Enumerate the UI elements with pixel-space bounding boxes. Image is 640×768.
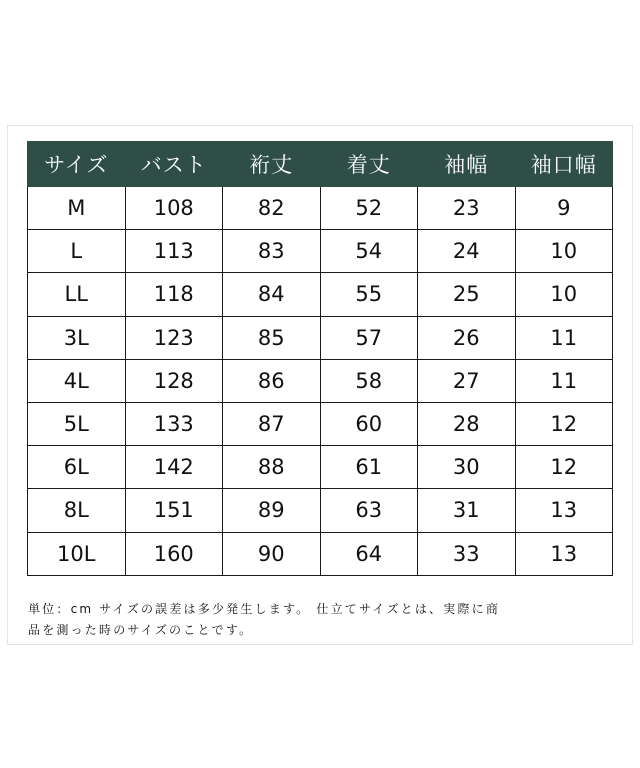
header-sleeve-length: 裄丈 <box>223 142 321 187</box>
table-body <box>28 187 613 576</box>
cell-sleeve-length: 89 <box>223 489 321 532</box>
cell-bust: 160 <box>125 532 223 575</box>
cell-body-length: 57 <box>320 316 418 359</box>
cell-sleeve-length: 85 <box>223 316 321 359</box>
cell-sleeve-width: 33 <box>418 532 516 575</box>
cell-body-length: 61 <box>320 446 418 489</box>
cell-size: 8L <box>28 489 126 532</box>
cell-sleeve-width: 23 <box>418 187 516 230</box>
cell-size: 5L <box>28 402 126 445</box>
table-row <box>28 273 613 316</box>
cell-bust: 118 <box>125 273 223 316</box>
cell-cuff-width: 10 <box>515 230 613 273</box>
cell-sleeve-length: 86 <box>223 359 321 402</box>
cell-sleeve-width: 26 <box>418 316 516 359</box>
cell-sleeve-width: 27 <box>418 359 516 402</box>
table-row <box>28 187 613 230</box>
cell-sleeve-length: 84 <box>223 273 321 316</box>
cell-cuff-width: 9 <box>515 187 613 230</box>
table-row <box>28 532 613 575</box>
table-row <box>28 316 613 359</box>
table-row <box>28 446 613 489</box>
cell-size: M <box>28 187 126 230</box>
cell-sleeve-length: 88 <box>223 446 321 489</box>
cell-bust: 133 <box>125 402 223 445</box>
cell-bust: 142 <box>125 446 223 489</box>
cell-cuff-width: 10 <box>515 273 613 316</box>
header-cuff-width: 袖口幅 <box>515 142 613 187</box>
note-line-2: 品を測った時のサイズのことです。 <box>28 623 254 637</box>
header-bust: バスト <box>125 142 223 187</box>
cell-bust: 123 <box>125 316 223 359</box>
cell-size: 4L <box>28 359 126 402</box>
cell-cuff-width: 11 <box>515 359 613 402</box>
cell-sleeve-width: 24 <box>418 230 516 273</box>
cell-body-length: 60 <box>320 402 418 445</box>
cell-body-length: 63 <box>320 489 418 532</box>
cell-sleeve-length: 90 <box>223 532 321 575</box>
size-table <box>27 141 613 576</box>
cell-body-length: 64 <box>320 532 418 575</box>
cell-bust: 108 <box>125 187 223 230</box>
header-sleeve-width: 袖幅 <box>418 142 516 187</box>
cell-sleeve-width: 31 <box>418 489 516 532</box>
cell-size: LL <box>28 273 126 316</box>
cell-size: 3L <box>28 316 126 359</box>
cell-sleeve-width: 25 <box>418 273 516 316</box>
header-size: サイズ <box>28 142 126 187</box>
table-row <box>28 402 613 445</box>
cell-bust: 113 <box>125 230 223 273</box>
table-row <box>28 359 613 402</box>
cell-sleeve-length: 87 <box>223 402 321 445</box>
cell-cuff-width: 12 <box>515 402 613 445</box>
cell-cuff-width: 12 <box>515 446 613 489</box>
header-body-length: 着丈 <box>320 142 418 187</box>
note-line-1: 単位：cm サイズの誤差は多少発生します。 仕立てサイズとは、実際に商 <box>28 602 501 616</box>
cell-body-length: 55 <box>320 273 418 316</box>
cell-body-length: 58 <box>320 359 418 402</box>
cell-size: L <box>28 230 126 273</box>
table-header <box>28 142 613 187</box>
cell-size: 10L <box>28 532 126 575</box>
size-note <box>28 599 628 641</box>
cell-cuff-width: 13 <box>515 489 613 532</box>
table-row <box>28 230 613 273</box>
cell-body-length: 52 <box>320 187 418 230</box>
cell-sleeve-width: 28 <box>418 402 516 445</box>
table-row <box>28 489 613 532</box>
cell-size: 6L <box>28 446 126 489</box>
cell-cuff-width: 13 <box>515 532 613 575</box>
header-row <box>28 142 613 187</box>
cell-sleeve-length: 83 <box>223 230 321 273</box>
cell-cuff-width: 11 <box>515 316 613 359</box>
cell-sleeve-length: 82 <box>223 187 321 230</box>
cell-bust: 128 <box>125 359 223 402</box>
cell-body-length: 54 <box>320 230 418 273</box>
cell-sleeve-width: 30 <box>418 446 516 489</box>
cell-bust: 151 <box>125 489 223 532</box>
